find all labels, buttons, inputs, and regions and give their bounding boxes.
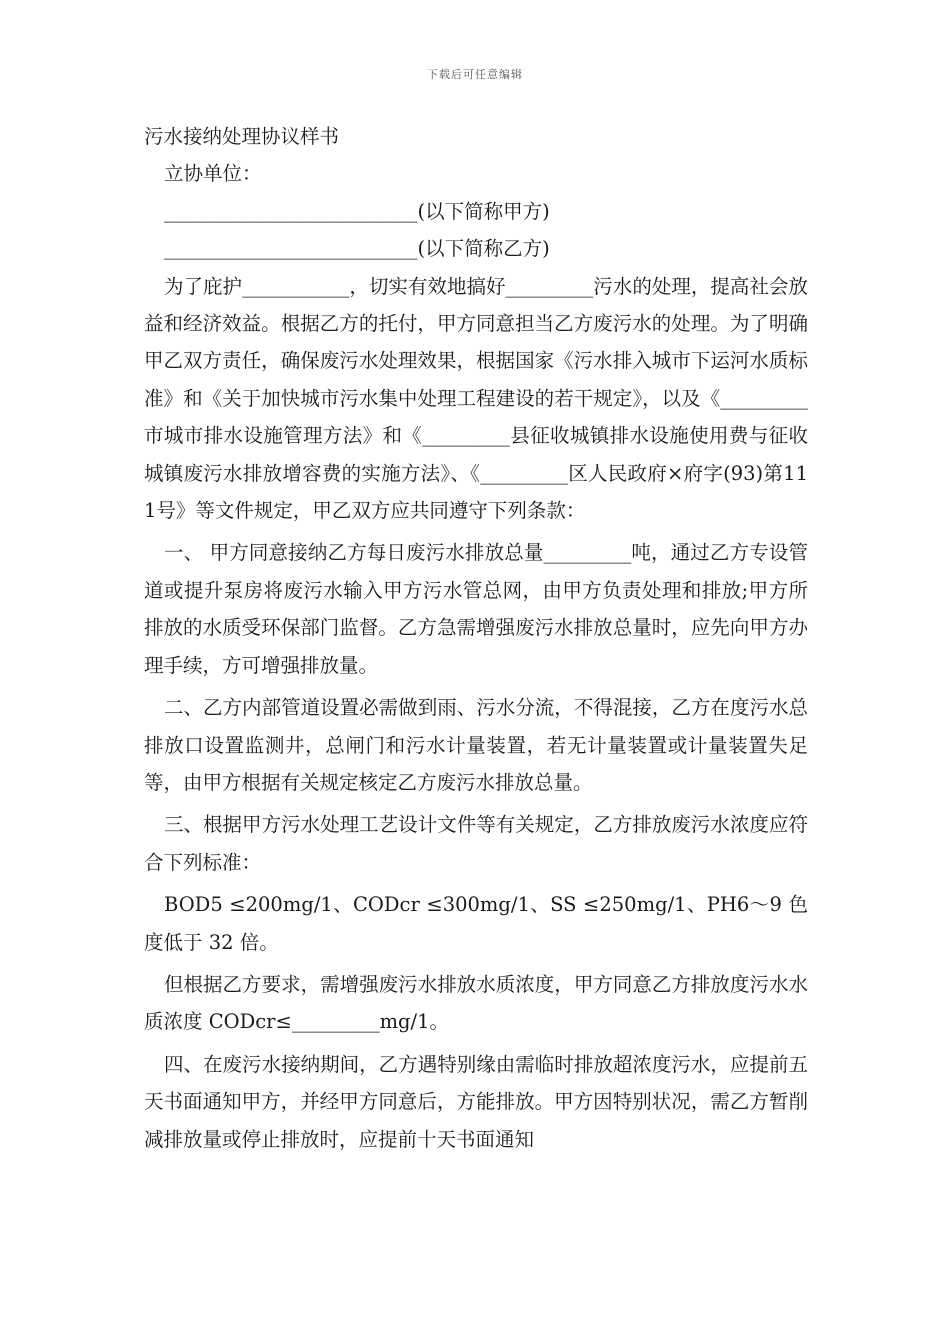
document-title: 污水接纳处理协议样书 — [144, 125, 340, 148]
clause-1-paragraph: 一、 甲方同意接纳乙方每日废污水排放总量_________吨，通过乙方专设管道或提升泵房将废污水输入甲方污水管总网，由甲方负责处理和排放;甲方所排放的水质受环保部门监督。乙方急需增强废污水排放总量时，应先向甲方办理手续，方可增强排放量。 — [144, 541, 808, 677]
clause-2-paragraph: 二、乙方内部管道设置必需做到雨、污水分流，不得混接，乙方在度污水总排放口设置监测井，总闸门和污水计量装置，若无计量装置或计量装置失足等，由甲方根据有关规定核定乙方废污水排放总量。 — [144, 696, 808, 794]
clause-4-paragraph: 四、在废污水接纳期间，乙方遇特别缘由需临时排放超浓度污水，应提前五天书面通知甲方，并经甲方同意后，方能排放。甲方因特别状况，需乙方暂削减排放量或停止排放时，应提前十天书面通知 — [144, 1052, 808, 1151]
clause-3-paragraph: 三、根据甲方污水处理工艺设计文件等有关规定，乙方排放废污水浓度应符合下列标准： — [144, 813, 808, 874]
standard-paragraph: BOD5 ≤200mg/1、CODcr ≤300mg/1、SS ≤250mg/1、PH6～9 色度低于 32 倍。 — [144, 893, 808, 954]
party-a-line: __________________________(以下简称甲方) — [164, 199, 550, 223]
exception-paragraph: 但根据乙方要求，需增强废污水排放水质浓度，甲方同意乙方排放度污水水质浓度 CODcr≤_________mg/1。 — [144, 972, 808, 1034]
header-note: 下载后可任意编辑 — [427, 68, 523, 81]
preamble-paragraph: 为了庇护___________，切实有效地搞好_________污水的处理，提高社会放益和经济效益。根据乙方的托付，甲方同意担当乙方废污水的处理。为了明确甲乙双方责任，确保废污水处理效果，根据国家《污水排入城市下运河水质标准》和《关于加快城市污水集中处理工程建设的若干规定》，以及《_________市城市排水设施管理方法》和《_________县征收城镇排水设施使用费与征收城镇废污水排放增容费的实施方法》、《_________区人民政府×府字(93)第111号》等文件规定，甲乙双方应共同遵守下列条款： — [144, 274, 808, 523]
party-label: 立协单位： — [164, 162, 262, 186]
document-body — [144, 118, 808, 1158]
party-b-line: __________________________(以下简称乙方) — [164, 237, 550, 261]
